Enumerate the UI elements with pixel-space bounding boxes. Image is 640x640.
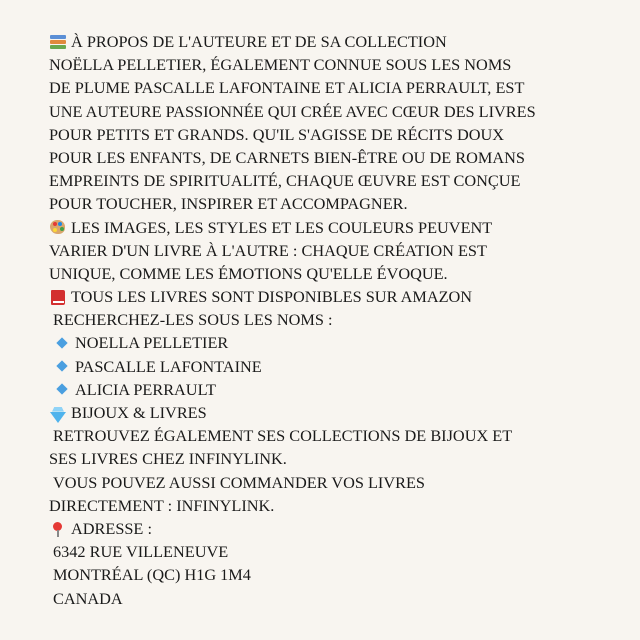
about-line: POUR TOUCHER, INSPIRER ET ACCOMPAGNER. (49, 194, 408, 214)
author-name-item (49, 378, 629, 401)
author-name: ALICIA PERRAULT (75, 379, 216, 399)
jewelry-line: VOUS POUVEZ AUSSI COMMANDER VOS LIVRES (53, 472, 425, 492)
about-line: POUR PETITS ET GRANDS. QU'IL S'AGISSE DE RÉCITS DOUX (49, 124, 504, 144)
about-line: DE PLUME PASCALLE LAFONTAINE ET ALICIA PERRAULT, EST (49, 78, 525, 98)
red-book-icon (49, 289, 67, 305)
images-line: UNIQUE, COMME LES ÉMOTIONS QU'ELLE ÉVOQUE. (49, 263, 448, 283)
blue-diamond-icon (55, 358, 69, 374)
blue-diamond-icon (55, 335, 69, 351)
post-text (49, 30, 629, 610)
gem-icon (49, 405, 67, 421)
author-name: PASCALLE LAFONTAINE (75, 356, 262, 376)
about-line: POUR LES ENFANTS, DE CARNETS BIEN-ÊTRE OU DE ROMANS (49, 147, 525, 167)
images-line: VARIER D'UN LIVRE À L'AUTRE : CHAQUE CRÉATION EST (49, 240, 487, 260)
blue-diamond-icon (55, 381, 69, 397)
author-name: NOELLA PELLETIER (75, 333, 229, 353)
jewelry-heading (49, 401, 629, 424)
jewelry-line: SES LIVRES CHEZ INFINYLINK. (49, 449, 287, 469)
address-heading (49, 517, 629, 540)
about-line: NOËLLA PELLETIER, ÉGALEMENT CONNUE SOUS LES NOMS (49, 55, 512, 75)
author-name-item (49, 331, 629, 354)
address-line: CANADA (53, 588, 123, 608)
amazon-heading (49, 285, 629, 308)
address-title: ADRESSE : (71, 518, 152, 538)
amazon-subtitle: RECHERCHEZ-LES SOUS LES NOMS : (53, 310, 333, 330)
palette-icon (49, 219, 67, 235)
amazon-title: TOUS LES LIVRES SONT DISPONIBLES SUR AMAZON (71, 287, 473, 307)
pin-icon (49, 521, 67, 537)
jewelry-line: RETROUVEZ ÉGALEMENT SES COLLECTIONS DE BIJOUX ET (53, 426, 513, 446)
books-icon (49, 34, 67, 50)
about-title: À PROPOS DE L'AUTEURE ET DE SA COLLECTION (71, 32, 447, 51)
address-line: MONTRÉAL (QC) H1G 1M4 (53, 565, 251, 585)
about-line: UNE AUTEURE PASSIONNÉE QUI CRÉE AVEC CŒUR DES LIVRES (49, 101, 536, 121)
images-heading (49, 216, 629, 239)
images-line: LES IMAGES, LES STYLES ET LES COULEURS PEUVENT (71, 217, 493, 237)
about-heading (49, 30, 629, 53)
jewelry-title: BIJOUX & LIVRES (71, 403, 207, 422)
address-line: 6342 RUE VILLENEUVE (53, 542, 229, 562)
jewelry-line: DIRECTEMENT : INFINYLINK. (49, 495, 275, 515)
about-line: EMPREINTS DE SPIRITUALITÉ, CHAQUE ŒUVRE EST CONÇUE (49, 171, 521, 191)
author-name-item (49, 355, 629, 378)
